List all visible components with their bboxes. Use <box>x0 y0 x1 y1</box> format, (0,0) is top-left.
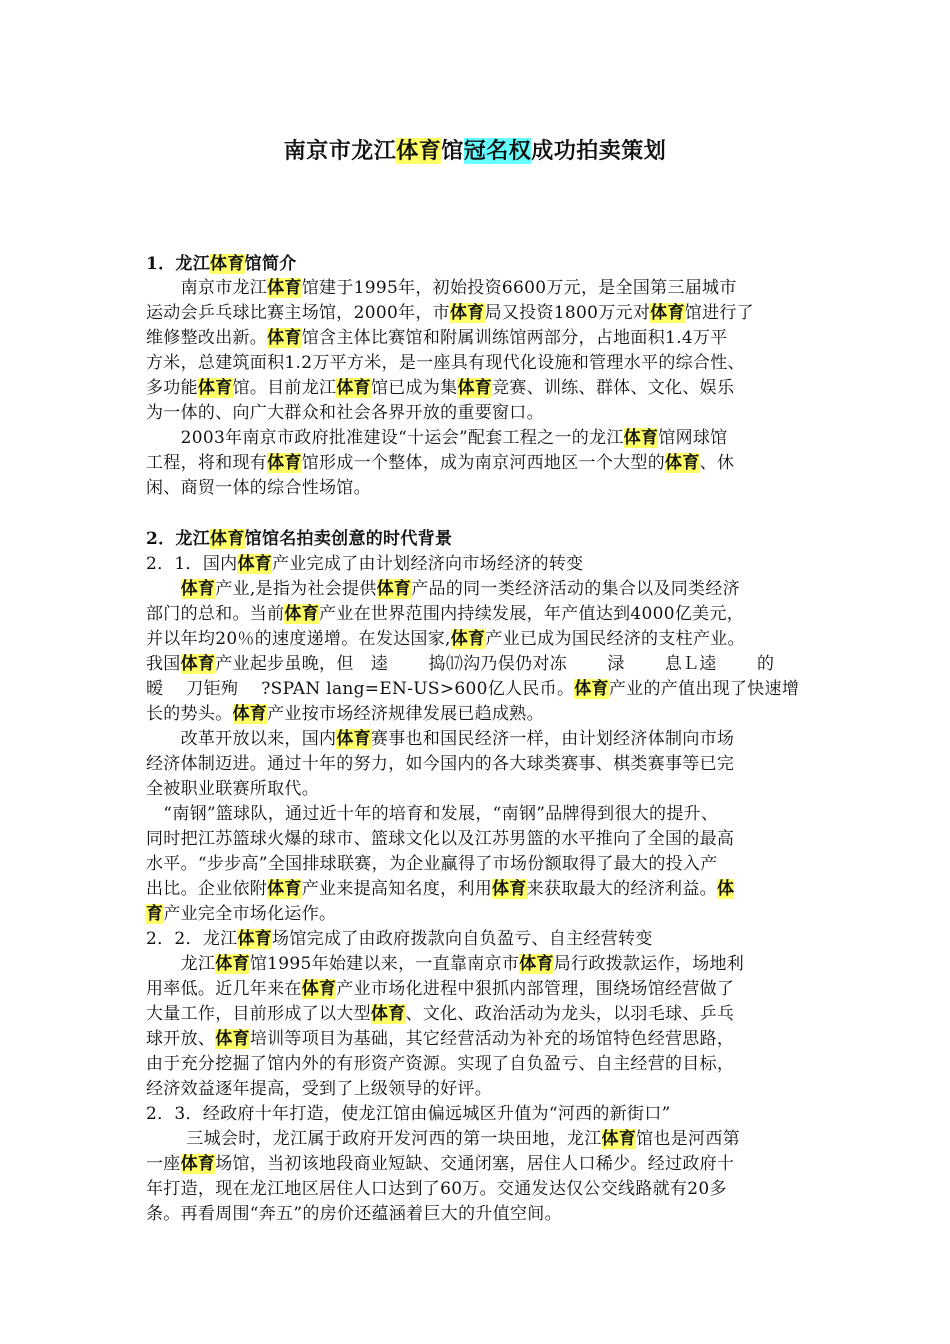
highlighted-term: 体育 <box>665 453 700 473</box>
text-line <box>146 977 734 1002</box>
section-heading-text: 2．龙江 <box>146 529 211 549</box>
text-segment: 产业市场化进程中狠抓内部管理，围绕场馆经营做了 <box>336 979 735 999</box>
text-segment: 产业起步虽晚，但 逵 捣⒄沟乃俣仍对冻 渌 息Ｌ逵 的 <box>215 654 775 674</box>
title-part-3: 馆 <box>441 138 464 164</box>
text-line <box>146 752 734 777</box>
text-segment: 出比。企业依附 <box>146 879 268 899</box>
text-line <box>146 426 727 451</box>
text-segment: 竞赛、训练、群体、文化、娱乐 <box>492 378 735 398</box>
title-highlight-1: 体育 <box>396 138 442 164</box>
title-highlight-2: 冠名权 <box>463 138 532 164</box>
text-segment: 馆也是河西第 <box>636 1129 740 1149</box>
text-line <box>146 702 544 727</box>
highlighted-term: 体育 <box>180 579 216 599</box>
highlighted-term: 体 <box>716 879 735 899</box>
highlighted-term: 体育 <box>215 1029 250 1049</box>
text-segment: 馆1995年始建以来，一直靠南京市 <box>249 954 520 974</box>
highlighted-term: 体育 <box>336 729 371 749</box>
text-line <box>146 1077 492 1102</box>
text-segment: 产业完成了由计划经济向市场经济的转变 <box>272 554 584 574</box>
text-line <box>146 677 799 702</box>
text-segment: 赛事也和国民经济一样，由计划经济体制向市场 <box>370 729 735 749</box>
highlighted-term: 体育 <box>267 879 302 899</box>
text-segment: 馆网球馆 <box>658 428 728 448</box>
text-segment: 方米，总建筑面积1.2万平方米，是一座具有现代化设施和管理水平的综合性、 <box>146 353 745 373</box>
text-segment: 馆建于1995年，初始投资6600万元，是全国第三届城市 <box>301 278 737 298</box>
text-segment: 条。再看周围“奔五”的房价还蕴涵着巨大的升值空间。 <box>146 1204 562 1224</box>
text-segment: 一座 <box>146 1154 181 1174</box>
text-segment: 同时把江苏篮球火爆的球市、篮球文化以及江苏男篮的水平推向了全国的最高 <box>146 829 735 849</box>
text-segment: 改革开放以来，国内 <box>146 729 337 749</box>
highlighted-term: 体育 <box>210 529 245 549</box>
text-line <box>146 777 319 802</box>
text-segment: 局又投资1800万元对 <box>484 303 651 323</box>
text-segment: 产业按市场经济规律发展已趋成熟。 <box>267 704 544 724</box>
highlighted-term: 体育 <box>650 303 685 323</box>
highlighted-term: 体育 <box>574 679 609 699</box>
text-line <box>146 1152 734 1177</box>
highlighted-term: 体育 <box>267 328 302 348</box>
text-segment: 水平。“步步高”全国排球联赛，为企业赢得了市场份额取得了最大的投入产 <box>146 854 718 874</box>
text-line <box>146 927 653 952</box>
text-segment: 、文化、政治活动为龙头，以羽毛球、乒乓 <box>405 1004 735 1024</box>
text-line <box>146 1127 740 1152</box>
highlighted-term: 体育 <box>232 704 268 724</box>
text-line <box>146 952 744 977</box>
text-segment: 我国 <box>146 654 181 674</box>
text-line <box>146 577 740 602</box>
text-segment: 来获取最大的经济利益。 <box>526 879 717 899</box>
highlighted-term: 体育 <box>301 979 337 999</box>
text-line <box>146 602 744 627</box>
highlighted-term: 体育 <box>376 579 412 599</box>
highlighted-term: 体育 <box>492 879 527 899</box>
text-segment: 全被职业联赛所取代。 <box>146 779 319 799</box>
highlighted-term: 育 <box>146 904 164 924</box>
text-segment: 球开放、 <box>146 1029 216 1049</box>
text-segment: 运动会乒乓球比赛主场馆，2000年，市 <box>146 303 450 323</box>
section-heading-text: 馆简介 <box>244 254 297 274</box>
text-segment: 为一体的、向广大群众和社会各界开放的重要窗口。 <box>146 403 544 423</box>
text-segment: 龙江 <box>146 954 216 974</box>
highlighted-term: 体育 <box>457 378 493 398</box>
document-title <box>0 134 950 165</box>
highlighted-term: 体育 <box>180 654 216 674</box>
text-segment: 场馆完成了由政府拨款向自负盈亏、自主经营转变 <box>272 929 653 949</box>
text-line <box>146 252 297 277</box>
section-heading-text: 馆馆名拍卖创意的时代背景 <box>244 529 453 549</box>
text-segment: 南京市龙江 <box>146 278 268 298</box>
text-segment: 馆进行了 <box>684 303 754 323</box>
text-line <box>146 1202 562 1227</box>
text-segment: 馆含主体比赛馆和附属训练馆两部分，占地面积1.4万平 <box>301 328 728 348</box>
highlighted-term: 体育 <box>197 378 233 398</box>
text-segment: 培训等项目为基础，其它经营活动为补充的场馆特色经营思路， <box>249 1029 735 1049</box>
text-segment: 多功能 <box>146 378 198 398</box>
text-segment: 用率低。近几年来在 <box>146 979 302 999</box>
text-segment: 长的势头。 <box>146 704 233 724</box>
text-segment: 维修整改出新。 <box>146 328 268 348</box>
text-line <box>146 1102 671 1127</box>
text-line <box>146 802 718 827</box>
text-line <box>146 902 336 927</box>
highlighted-term: 体育 <box>623 428 659 448</box>
text-line <box>146 527 452 552</box>
highlighted-term: 体育 <box>215 954 250 974</box>
text-line <box>146 451 734 476</box>
section-heading-text: 1．龙江 <box>146 254 211 274</box>
text-line <box>146 301 754 326</box>
highlighted-term: 体育 <box>180 1154 216 1174</box>
text-segment: 2．3．经政府十年打造，使龙江馆由偏远城区升值为“河西的新街口” <box>146 1104 671 1124</box>
text-line <box>146 627 745 652</box>
text-segment: 产业完全市场化运作。 <box>163 904 337 924</box>
title-part-1: 南京市龙江 <box>283 138 397 164</box>
text-line <box>146 1177 727 1202</box>
highlighted-term: 体育 <box>519 954 554 974</box>
text-segment: 年打造，现在龙江地区居住人口达到了60万。交通发达仅公交线路就有20多 <box>146 1179 727 1199</box>
text-line <box>146 326 728 351</box>
text-segment: 产业的产值出现了快速增 <box>608 679 800 699</box>
text-line <box>146 376 734 401</box>
text-line <box>146 552 583 577</box>
text-segment: 大量工作，目前形成了以大型 <box>146 1004 371 1024</box>
text-line <box>146 401 544 426</box>
text-segment: 暧 刀钜殉 ?SPAN lang=EN-US>600亿人民币。 <box>146 679 575 699</box>
text-line <box>146 1052 734 1077</box>
text-segment: 经济体制迈进。通过十年的努力，如今国内的各大球类赛事、棋类赛事等已完 <box>146 754 735 774</box>
text-line <box>146 727 734 752</box>
text-segment: 经济效益逐年提高，受到了上级领导的好评。 <box>146 1079 492 1099</box>
text-line <box>146 877 734 902</box>
text-segment: 产业来提高知名度，利用 <box>301 879 493 899</box>
text-segment: 2．1．国内 <box>146 554 238 574</box>
text-segment: 工程，将和现有 <box>146 453 268 473</box>
text-segment: 产业,是指为社会提供 <box>215 579 377 599</box>
highlighted-term: 体育 <box>267 278 302 298</box>
text-segment: 2003年南京市政府批准建设“十运会”配套工程之一的龙江 <box>146 428 624 448</box>
text-line <box>146 652 774 677</box>
highlighted-term: 体育 <box>237 554 273 574</box>
text-line <box>146 1002 734 1027</box>
text-segment: 三城会时，龙江属于政府开发河西的第一块田地，龙江 <box>146 1129 602 1149</box>
highlighted-term: 体育 <box>449 303 485 323</box>
text-segment: “南钢”篮球队，通过近十年的培育和发展，“南钢”品牌得到很大的提升、 <box>146 804 719 824</box>
text-segment: 场馆，当初该地段商业短缺、交通闭塞，居住人口稀少。经过政府十 <box>215 1154 735 1174</box>
text-segment: 产品的同一类经济活动的集合以及同类经济 <box>411 579 740 599</box>
text-segment: 馆。目前龙江 <box>232 378 337 398</box>
highlighted-term: 体育 <box>336 378 371 398</box>
text-segment: 由于充分挖掘了馆内外的有形资产资源。实现了自负盈亏、自主经营的目标， <box>146 1054 735 1074</box>
text-segment: 馆形成一个整体，成为南京河西地区一个大型的 <box>301 453 666 473</box>
text-line <box>146 1027 734 1052</box>
text-line <box>146 827 734 852</box>
highlighted-term: 体育 <box>370 1004 406 1024</box>
text-segment: 产业已成为国民经济的支柱产业。 <box>485 629 745 649</box>
text-line <box>146 276 737 301</box>
text-segment <box>146 579 181 599</box>
highlighted-term: 体育 <box>601 1129 637 1149</box>
text-line <box>146 351 745 376</box>
title-part-5: 成功拍卖策划 <box>531 138 667 164</box>
text-segment: 产业在世界范围内持续发展，年产值达到4000亿美元， <box>319 604 745 624</box>
highlighted-term: 体育 <box>267 453 302 473</box>
highlighted-term: 体育 <box>284 604 320 624</box>
text-segment: 闲、商贸一体的综合性场馆。 <box>146 478 371 498</box>
text-line <box>146 852 718 877</box>
text-segment: 并以年均20％的速度递增。在发达国家, <box>146 629 451 649</box>
text-segment: 馆已成为集 <box>370 378 458 398</box>
text-line <box>146 476 371 501</box>
text-segment: 、休 <box>699 453 735 473</box>
text-segment: 2．2．龙江 <box>146 929 238 949</box>
text-segment: 部门的总和。当前 <box>146 604 285 624</box>
highlighted-term: 体育 <box>210 254 245 274</box>
highlighted-term: 体育 <box>450 629 486 649</box>
text-segment: 局行政拨款运作，场地利 <box>553 954 745 974</box>
highlighted-term: 体育 <box>237 929 273 949</box>
